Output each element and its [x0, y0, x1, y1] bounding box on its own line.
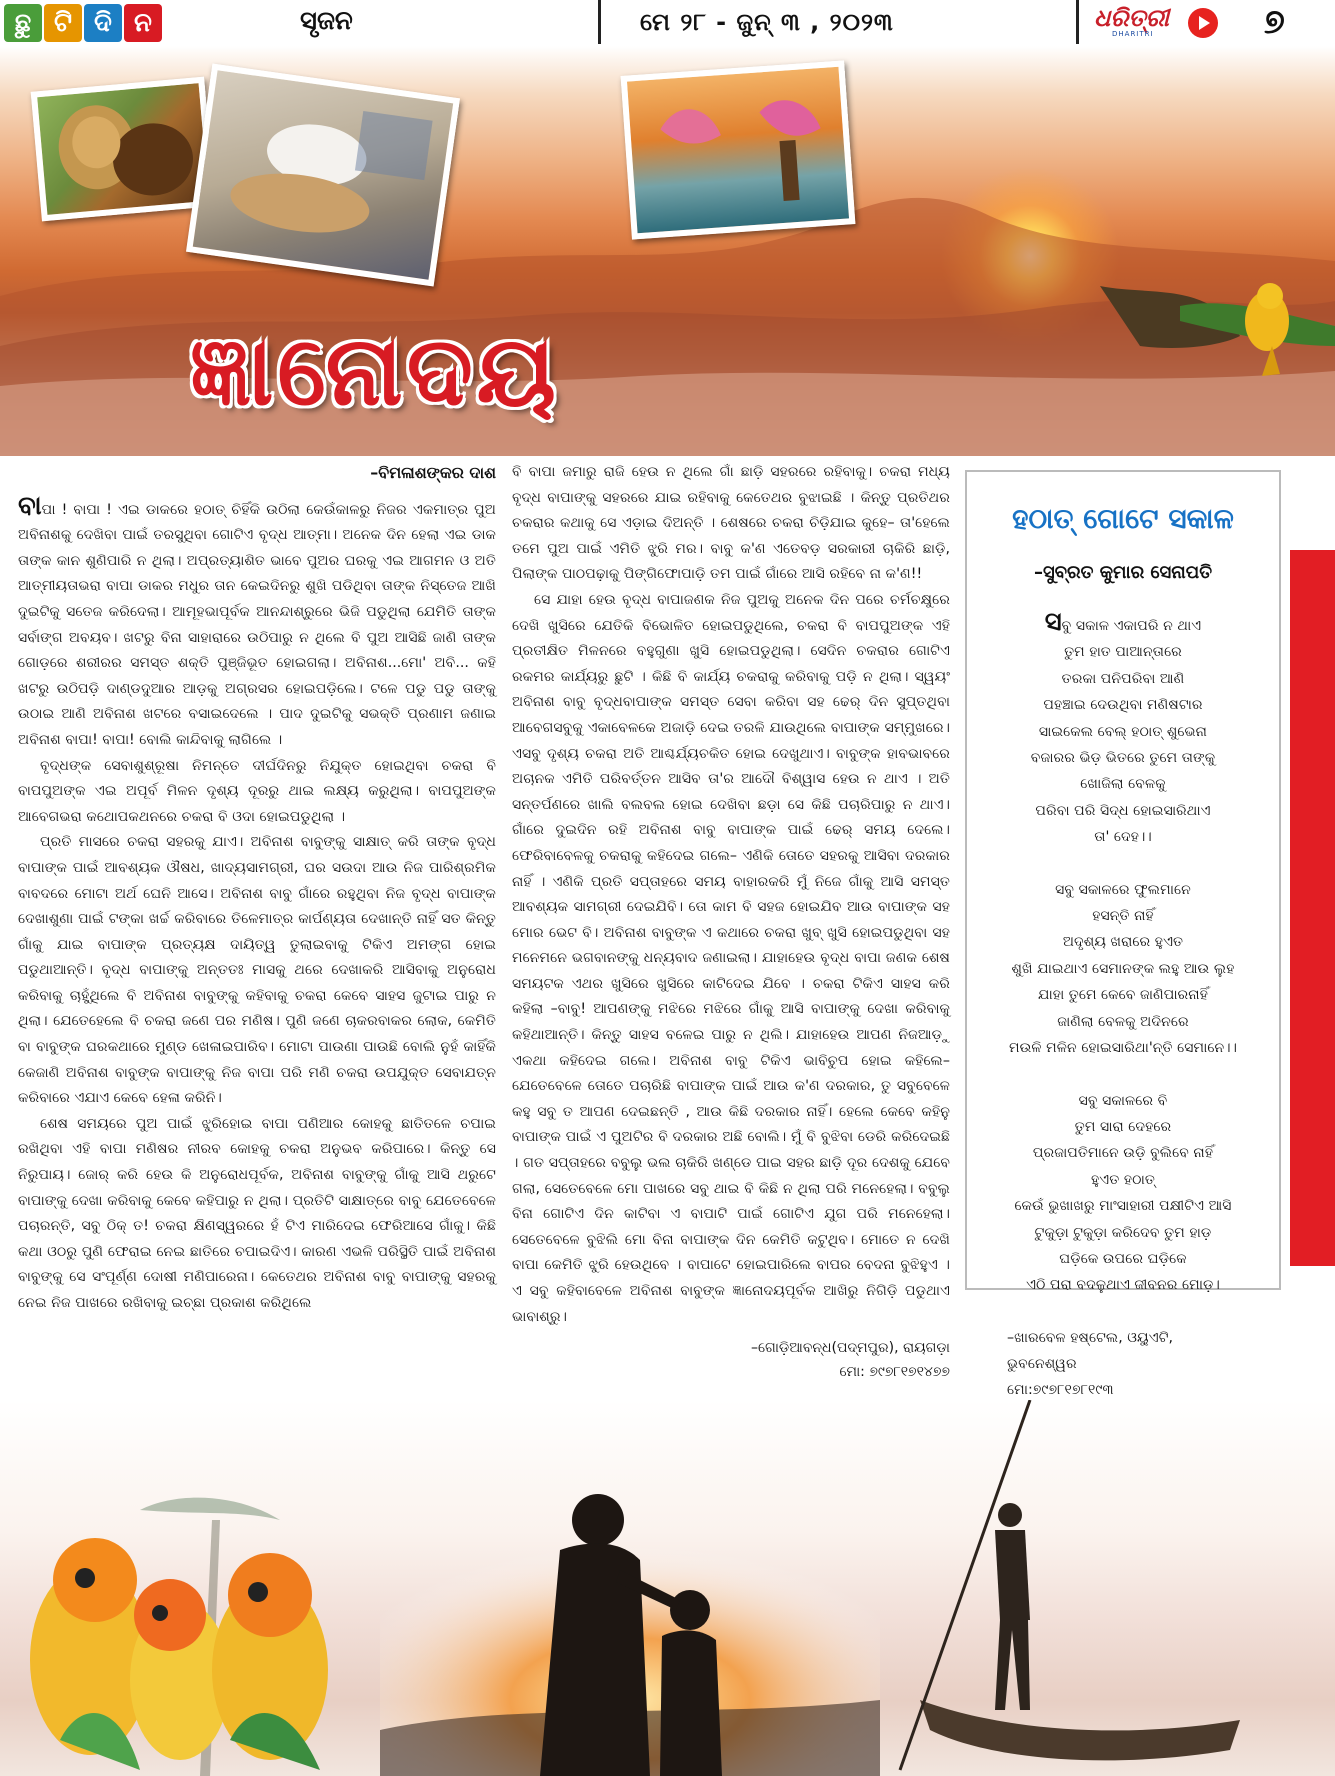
- poem-line: ସାଇକେଲ ବେଲ୍ ହଠାତ୍ ଶୁଭେନା: [1038, 723, 1208, 740]
- divider: [1076, 0, 1079, 44]
- article-column-1: [18, 460, 496, 1317]
- poem-line: ତୁମ ସାରା ଦେହରେ: [1074, 1118, 1172, 1135]
- brand-logo: ଧରିତ୍ରୀ: [1094, 4, 1169, 32]
- section-logo: [4, 4, 162, 42]
- poem-line: ସବୁ ସକାଳରେ ଫୁଲମାନେ: [1055, 881, 1191, 898]
- section-name: ସୃଜନ: [300, 6, 353, 36]
- poet-city: ଭୁବନେଶ୍ୱର: [1007, 1355, 1077, 1372]
- poem-line: ଯାହା ତୁମେ କେବେ ଜାଣିପାରନାହିଁ: [1038, 987, 1208, 1004]
- poem-line: ବୁ ସକାଳ ଏକାପରି ନ ଥାଏ: [1061, 618, 1202, 634]
- article-author: –ବିମଳାଶଙ୍କର ଦାଶ: [370, 463, 496, 482]
- poem-line: ଘଡ଼ିକେ ଉପରେ ଘଡ଼ିକେ: [1059, 1250, 1187, 1267]
- poem-line: ଶୁଖି ଯାଇଥାଏ ସେମାନଙ୍କ ଲହୁ ଆଉ ଲୁହ: [1011, 960, 1235, 977]
- poem-box: [965, 470, 1281, 1398]
- issue-date: ମେ ୨୮ - ଜୁନ୍ ୩ , ୨୦୨୩: [640, 8, 894, 36]
- poem-stanza: [967, 609, 1279, 851]
- parrots-photo: [621, 60, 856, 239]
- poem-title: ହଠାତ୍ ଗୋଟେ ସକାଳ: [1012, 502, 1234, 535]
- author-address: –ଗୋଡ଼ିଆବନ୍ଧ(ପଦ୍ମପୁର), ରାୟଗଡ଼ା: [750, 1340, 950, 1357]
- article-column-2: [512, 460, 950, 1384]
- cat-dog-image: [193, 70, 453, 279]
- poem-stanza: [967, 1088, 1279, 1299]
- dropcap: ସ: [1044, 607, 1062, 637]
- logo-letter: ଟି: [44, 4, 82, 42]
- poem-body: [967, 609, 1279, 1299]
- footer-scene: [0, 1400, 1335, 1776]
- page-number: ୭: [1264, 2, 1285, 42]
- parrots-image: [627, 67, 849, 233]
- poem-line: ପରିବା ପରି ସିଦ୍ଧ ହୋଇସାରିଥାଏ: [1035, 802, 1211, 819]
- poem-line: କେଉଁ ଭୁଖାଖରୁ ମାଂସାହାରୀ ପକ୍ଷୀଟିଏ ଆସି: [1014, 1198, 1232, 1215]
- poem-line: ପହଞ୍ଚାଇ ଦେଉଥିବା ମଣିଷଟାର: [1043, 697, 1203, 714]
- article-paragraph: ସେ ଯାହା ହେଉ ବୃଦ୍ଧ ବାପାଜଣକ ନିଜ ପୁଅକୁ ଅନେକ ଦିନ ପରେ ଚର୍ମଚକ୍ଷୁରେ ଦେଖି ଖୁସିରେ ଯେତିକି ବିଭୋଳିତ ହୋଇପଡୁଥିଲେ, ଚକରା ବି ବାପପୁଅଙ୍କ ଏହି ପ୍ରତୀକ୍ଷିତ ମିଳନରେ ବହୁଗୁଣା ଖୁସି ହୋଇପଡୁଥିଲା। ସେଦିନ ଚକରାର ଗୋଟିଏ ରକମର କାର୍ଯ୍ୟରୁ ଛୁଟି । କିଛି ବି କାର୍ଯ୍ୟ ଚକରାକୁ କରିବାକୁ ପଡ଼ି ନ ଥିଲା। ସ୍ୱୟଂ ଅବିନାଶ ବାବୁ ବୃଦ୍ଧବାପାଙ୍କ ସମସ୍ତ ସେବା କରିବା ସହ ଢେର୍ ଦିନ ସୁପ୍ତଥିବା ଆବେଗସବୁକୁ ଏକାବେଳକେ ଅଜାଡ଼ି ଦେଇ ତରଳି ଯାଉଥିଲେ ବାପାଙ୍କ ସମ୍ମୁଖରେ। ଏସବୁ ଦୃଶ୍ୟ ଚକରା ଅତି ଆଶ୍ଚର୍ଯ୍ୟଚକିତ ହୋଇ ଦେଖୁଥାଏ। ବାବୁଙ୍କ ହାବଭାବରେ ଅଚାନକ ଏମିତି ପରିବର୍ତ୍ତନ ଆସିବ ତା'ର ଆଦୌ ବିଶ୍ୱାସ ହେଉ ନ ଥାଏ । ଅତି ସନ୍ତର୍ପଣରେ ଖାଲି ବଲବଲ ହୋଇ ଦେଖିବା ଛଡ଼ା ସେ କିଛି ପଚାରିପାରୁ ନ ଥାଏ। ଗାଁରେ ଦୁଇଦିନ ରହି ଅବିନାଶ ବାବୁ ବାପାଙ୍କ ପାଇଁ ଢେର୍ ସମୟ ଦେଲେ। ଫେରିବାବେଳକୁ ଚକରାକୁ କହିଦେଇ ଗଲେ– ଏଣିକି ତୋତେ ସହରକୁ ଆସିବା ଦରକାର ନାହିଁ । ଏଣିକି ପ୍ରତି ସପ୍ତାହରେ ସମୟ ବାହାରକରି ମୁଁ ନିଜେ ଗାଁକୁ ଆସି ସମସ୍ତ ଆବଶ୍ୟକ ସାମଗ୍ରୀ ଦେଇଯିବି। ତୋ କାମ ବି ସହଜ ହୋଇଯିବ ଆଉ ବାପାଙ୍କ ସହ ମୋର ଭେଟ ବି। ଅବିନାଶ ବାବୁଙ୍କ ଏ କଥାରେ ଚକରା ଖୁବ୍ ଖୁସି ହୋଇପଡୁଥିବା ସହ ମନେମନେ ଭଗବାନଙ୍କୁ ଧନ୍ୟବାଦ ଜଣାଇଲା। ଯାହାହେଉ ବୃଦ୍ଧ ବାପା ଜଣକ ଶେଷ ସମୟଟକ ଏଥର ଖୁସିରେ ଖୁସିରେ କାଟିଦେଇ ଯିବେ । ଚକରା ଟିକିଏ ସାହସ କରି କହିଲା –ବାବୁ! ଆପଣଙ୍କୁ ମଝିରେ ମଝିରେ ଗାଁକୁ ଆସି ବାପାଙ୍କୁ ଦେଖା କରିବାକୁ କହିଥାଆନ୍ତି। କିନ୍ତୁ ସାହସ ବଳେଇ ପାରୁ ନ ଥିଲି। ଯାହାହେଉ ଆପଣ ନିଜଆଡ଼ୁ ଏକଥା କହିଦେଇ ଗଲେ। ଅବିନାଶ ବାବୁ ଟିକିଏ ଭାବିଚୁପ ହୋଇ କହିଲେ– ଯେତେବେଳେ ତୋତେ ପଚାରିଛି ବାପାଙ୍କ ପାଇଁ ଆଉ କ'ଣ ଦରକାର, ତୁ ସବୁବେଳେ କହୁ ସବୁ ତ ଆପଣ ଦେଇଛନ୍ତି , ଆଉ କିଛି ଦରକାର ନାହିଁ। ହେଲେ କେବେ କହିନୁ ବାପାଙ୍କ ପାଇଁ ଏ ପୁଅଟିର ବି ଦରକାର ଅଛି ବୋଲି। ମୁଁ ବି ବୁଝିବା ଡେରି କରିଦେଇଛି । ଗତ ସପ୍ତାହରେ ବବୁଲୁ ଭଲ ଚାକିରି ଖଣ୍ଡେ ପାଇ ସହର ଛାଡ଼ି ଦୂର ଦେଶକୁ ଯେବେ ଗଲା, ସେତେବେଳେ ମୋ ପାଖରେ ସବୁ ଥାଇ ବି କିଛି ନ ଥିଲା ପରି ମନେହେଲା। ବବୁଲୁ ବିନା ଗୋଟିଏ ଦିନ କାଟିବା ଏ ବାପାଟି ପାଇଁ ଗୋଟିଏ ଯୁଗ ପରି ମନେହେଲା। ସେତେବେଳେ ବୁଝିଲି ମୋ ବିନା ବାପାଙ୍କ ଦିନ କେମିତି କଟୁଥିବ। ମୋତେ ନ ଦେଖି ବାପା କେମିତି ଝୁରି ହେଉଥିବେ । ବାପାଟେ ହୋଇପାରିଲେ ବାପର ବେଦନା ବୁଝିହୁଏ । ଏ ସବୁ କହିବାବେଳେ ଅବିନାଶ ବାବୁଙ୍କ ଜ୍ଞାନୋଦୟପୂର୍ବକ ଆଖିରୁ ନିଗିଡ଼ି ପଡୁଥାଏ ଭାବାଶ୍ରୁ।: [512, 591, 950, 1325]
- poem-signature: [967, 1325, 1279, 1403]
- dropcap: ବା: [18, 490, 42, 521]
- lion-bear-photo: [31, 77, 216, 222]
- article-title: ଜ୍ଞାନୋଦୟ: [190, 314, 560, 427]
- poem-line: ମଉଳି ମଳିନ ହୋଇସାରିଥା'ନ୍ତି ସେମାନେ।।: [1009, 1040, 1237, 1057]
- hero-banner: [0, 46, 1335, 456]
- poem-line: ଖୋଜିଲା ବେଳକୁ: [1080, 776, 1166, 793]
- parrots-group: [30, 1538, 328, 1770]
- poem-line: ହସନ୍ତି ନାହିଁ: [1092, 908, 1154, 925]
- lion-bear-image: [37, 83, 209, 215]
- poem-line: ତା' ଦେହ।।: [1094, 829, 1152, 846]
- page-header: [0, 0, 1335, 48]
- poet-phone: ମୋ:୭୯୭୮୧୭୮୧୯୩: [1007, 1381, 1114, 1398]
- divider: [598, 0, 601, 44]
- poem-line: ଅଦୃଶ୍ୟ ଖରାରେ ହୁଏତ: [1062, 934, 1184, 951]
- play-icon[interactable]: [1188, 8, 1218, 38]
- logo-letter: ଛୁ: [4, 4, 42, 42]
- article-signature: [512, 1336, 950, 1384]
- logo-letter: ନ: [124, 4, 162, 42]
- article-paragraph: ବି ବାପା ଜମାରୁ ରାଜି ହେଉ ନ ଥିଲେ ଗାଁ ଛାଡ଼ି ସହରରେ ରହିବାକୁ। ଚକରା ମଧ୍ୟ ବୃଦ୍ଧ ବାପାଙ୍କୁ ସହରରେ ଯାଇ ରହିବାକୁ କେତେଥର ବୁଝାଇଛି । କିନ୍ତୁ ପ୍ରତିଥର ଚକରାର କଥାକୁ ସେ ଏଡ଼ାଇ ଦିଅନ୍ତି । ଶେଷରେ ଚକରା ଚିଡ଼ିଯାଇ କୁହେ– ତା'ହେଲେ ତମେ ପୁଅ ପାଇଁ ଏମିତି ଝୁରି ମର। ବାବୁ କ'ଣ ଏତେବଡ଼ ସରକାରୀ ଚାକିରି ଛାଡ଼ି, ପିଲାଙ୍କ ପାଠପଢ଼ାକୁ ପିଙ୍ଗିଫୋପାଡ଼ି ତମ ପାଇଁ ଗାଁରେ ଆସି ରହିବେ ନା କ'ଣ!!: [512, 464, 950, 583]
- red-accent-bar: [1290, 550, 1335, 1266]
- article-paragraph: ଶେଷ ସମୟରେ ପୁଅ ପାଇଁ ଝୁରିହୋଇ ବାପା ପଣିଆର କୋହକୁ ଛାତିତଳେ ଚପାଇ ରଖିଥିବା ଏହି ବାପା ମଣିଷର ନୀରବ କୋହକୁ ଚକରା ଅନୁଭବ କରିପାରେ। କିନ୍ତୁ ସେ ନିରୁପାୟ। ଜୋର୍ କରି ହେଉ କି ଅନୁରୋଧପୂର୍ବକ, ଅବିନାଶ ବାବୁଙ୍କୁ ଗାଁକୁ ଆସି ଥରୁଟେ ବାପାଙ୍କୁ ଦେଖା କରିବାକୁ କେବେ କହିପାରୁ ନ ଥିଲା। ପ୍ରତିଟି ସାକ୍ଷାତ୍‌ରେ ବାବୁ ଯେତେବେଳେ ପଚାରନ୍ତି, ସବୁ ଠିକ୍ ତ! ଚକରା କ୍ଷିଣସ୍ୱରରେ ହଁ ଟିଏ ମାରିଦେଇ ଫେରିଆସେ ଗାଁକୁ। କିଛି କଥା ଓଠରୁ ପୁଣି ଫେରାଇ ନେଇ ଛାତିରେ ଚପାଇଦିଏ। କାରଣ ଏଭଳି ପରିସ୍ଥିତି ପାଇଁ ଅବିନାଶ ବାବୁଙ୍କୁ ସେ ସଂପୂର୍ଣ୍ଣ ଦୋଷୀ ମଣିପାରେନା। କେତେଥର ଅବିନାଶ ବାବୁ ବାପାଙ୍କୁ ସହରକୁ ନେଇ ନିଜ ପାଖରେ ରଖିବାକୁ ଇଚ୍ଛା ପ୍ରକାଶ କରିଥିଲେ: [18, 1115, 496, 1311]
- poem-line: ହୁଏତ ହଠାତ୍: [1091, 1171, 1155, 1188]
- article-paragraph: ବୃଦ୍ଧଙ୍କ ସେବାଶୁଶ୍ରୂଷା ନିମନ୍ତେ ଦୀର୍ଘଦିନରୁ ନିଯୁକ୍ତ ହୋଇଥିବା ଚକରା ବି ବାପପୁଅଙ୍କ ଏଇ ଅପୂର୍ବ ମିଳନ ଦୃଶ୍ୟ ଦୂରରୁ ଥାଇ ଲକ୍ଷ୍ୟ କରୁଥିଲା। ବାପପୁଅଙ୍କ ଆବେଗଭରା କଥୋପକଥନରେ ଚକରା ବି ଓଦା ହୋଇପଡୁଥିଲା ।: [18, 757, 496, 825]
- cat-dog-photo: [186, 64, 460, 287]
- brand-subtext: DHARITRI: [1112, 30, 1154, 38]
- poem-line: ତୁମ ହାତ ପାଆନ୍ତାରେ: [1064, 644, 1182, 661]
- author-phone: ମୋ: ୭୯୭୮୧୭୧୪୭୭: [839, 1364, 950, 1381]
- logo-letter: ଦି: [84, 4, 122, 42]
- poem-line: ଟୁକୁଡ଼ା ଟୁକୁଡ଼ା କରିଦେବ ତୁମ ହାଡ଼: [1034, 1224, 1212, 1241]
- yellow-bird: [1232, 276, 1302, 376]
- poem-line: ବଜାରର ଭିଡ଼ ଭିତରେ ତୁମେ ତାଙ୍କୁ: [1030, 750, 1216, 767]
- poem-line: ପ୍ରଜାପତିମାନେ ଉଡ଼ି ବୁଲିବେ ନାହିଁ: [1032, 1145, 1214, 1162]
- footer-illustration: [0, 1400, 1335, 1776]
- article-paragraph: ବାପା ! ବାପା ! ଏଇ ଡାକରେ ହଠାତ୍ ଚିହିଁକି ଉଠିଲା କେଉଁକାଳରୁ ନିଜର ଏକମାତ୍ର ପୁଅ ଅବିନାଶକୁ ଦେଖିବା ପାଇଁ ତରସୁଥିବା ଗୋଟିଏ ବୃଦ୍ଧ ଆତ୍ମା। ଅନେକ ଦିନ ହେଲା ଏଇ ଡାକ ତାଙ୍କ କାନ ଶୁଣିପାରି ନ ଥିଲା। ଅପ୍ରତ୍ୟାଶିତ ଭାବେ ପୁଅର ଘରକୁ ଏଇ ଆଗମନ ଓ ଅତି ଆତ୍ମୀୟତାଭରା ବାପା ଡାକର ମଧୁର ତାନ କେଇଦିନରୁ ଶୁଖି ପଡିଥିବା ତାଙ୍କ ନିସ୍ତେଜ ଆଖି ଦୁଇଟିକୁ ସତେଜ କରିଦେଲା। ଆମୂହଭାପୂର୍ବକ ଆନନ୍ଦାଶ୍ରୁରେ ଭିଜି ପଡୁଥିଲା ଯେମିତି ତାଙ୍କ ସର୍ବାଙ୍ଗ ଅବୟବ। ଖଟରୁ ବିନା ସାହାରାରେ ଉଠିପାରୁ ନ ଥିଲେ ବି ପୁଅ ଆସିଛି ଜାଣି ତାଙ୍କ ଗୋଡ଼ରେ ଶରୀରର ସମସ୍ତ ଶକ୍ତି ପୁଞ୍ଜିଭୂତ ହୋଇଗଲା। ଅବିନାଶ...ମୋ' ଅବି... କହି ଖଟରୁ ଉଠିପଡ଼ି ଦାଣ୍ଡଦୁଆର ଆଡ଼କୁ ଅଗ୍ରସର ହୋଇପଡ଼ିଲେ। ଟଳେ ପଡୁ ପଡୁ ତାଙ୍କୁ ଉଠାଇ ଆଣି ଅବିନାଶ ଖଟରେ ବସାଇଦେଲେ । ପାଦ ଦୁଇଟିକୁ ସଭକ୍ତି ପ୍ରଣାମ ଜଣାଇ ଅବିନାଶ ବାପା! ବାପା! ବୋଲି କାନ୍ଦିବାକୁ ଲାଗିଲେ ।: [18, 490, 496, 748]
- poem-line: ଜାଣିଲା ବେଳକୁ ଅଦିନରେ: [1057, 1013, 1189, 1030]
- poem-author: –ସୁବ୍ରତ କୁମାର ସେନାପତି: [1033, 562, 1213, 583]
- poem-stanza: [967, 877, 1279, 1062]
- boat-silhouette: [900, 1400, 1240, 1770]
- poem-line: ସବୁ ସକାଳରେ ବି: [1078, 1092, 1168, 1109]
- poet-address: –ଖାରବେଳ ହଷ୍ଟେଲ, ଓୟୁଏଟି,: [1007, 1329, 1174, 1346]
- article-paragraph: ପ୍ରତି ମାସରେ ଚକରା ସହରକୁ ଯାଏ। ଅବିନାଶ ବାବୁଙ୍କୁ ସାକ୍ଷାତ୍ କରି ତାଙ୍କ ବୃଦ୍ଧ ବାପାଙ୍କ ପାଇଁ ଆବଶ୍ୟକ ଔଷଧ, ଖାଦ୍ୟସାମଗ୍ରୀ, ଘର ସଉଦା ଆଉ ନିଜ ପାରିଶ୍ରମିକ ବାବଦରେ ମୋଟା ଅର୍ଥ ଘେନି ଆସେ। ଅବିନାଶ ବାବୁ ଗାଁରେ ରହୁଥିବା ନିଜ ବୃଦ୍ଧ ବାପାଙ୍କ ଦେଖାଶୁଣା ପାଇଁ ଟଙ୍କା ଖର୍ଚ୍ଚ କରିବାରେ ତିଳେମାତ୍ର କାର୍ପଣ୍ୟତା ଦେଖାନ୍ତି ନାହିଁ ସତ କିନ୍ତୁ ଗାଁକୁ ଯାଇ ବାପାଙ୍କ ପ୍ରତ୍ୟକ୍ଷ ଦାୟିତ୍ୱ ତୁଲାଇବାକୁ ଟିକିଏ ଅମଙ୍ଗ ହୋଇ ପଡୁଥାଆନ୍ତି। ବୃଦ୍ଧ ବାପାଙ୍କୁ ଅନ୍ତତଃ ମାସକୁ ଥରେ ଦେଖାକରି ଆସିବାକୁ ଅନୁରୋଧ କରିବାକୁ ଚାହୁଁଥିଲେ ବି ଅବିନାଶ ବାବୁଙ୍କୁ କହିବାକୁ ଚକରା କେବେ ସାହସ ଜୁଟାଇ ପାରୁ ନ ଥିଲା। ଯେତେହେଲେ ବି ଚକରା ଜଣେ ପର ମଣିଷ। ପୁଣି ଜଣେ ଚାକରବାକର ଲୋକ, କେମିତି ବା ବାବୁଙ୍କ ଘରକଥାରେ ମୁଣ୍ଡ ଖେଳାଇପାରିବ। ମୋଟା ପାଉଣା ପାଉଛି ବୋଲି ନୁହଁ କାହିଁକି କେଜାଣି ଅବିନାଶ ବାବୁଙ୍କ ବାପାଙ୍କୁ ନିଜ ବାପା ପରି ମଣି ଚକରା ଉପଯୁକ୍ତ ସେବାଯତ୍ନ କରିବାରେ ଏଯାଏ କେବେ ହେଳା କରିନି।: [18, 834, 496, 1107]
- poem-line: ତରକା ପନିପରିବା ଆଣି: [1061, 670, 1185, 687]
- poem-line: ଏଠି ପରା ବଦଳୁଥାଏ ଜୀବନର ମୋଡ଼।: [1026, 1277, 1220, 1294]
